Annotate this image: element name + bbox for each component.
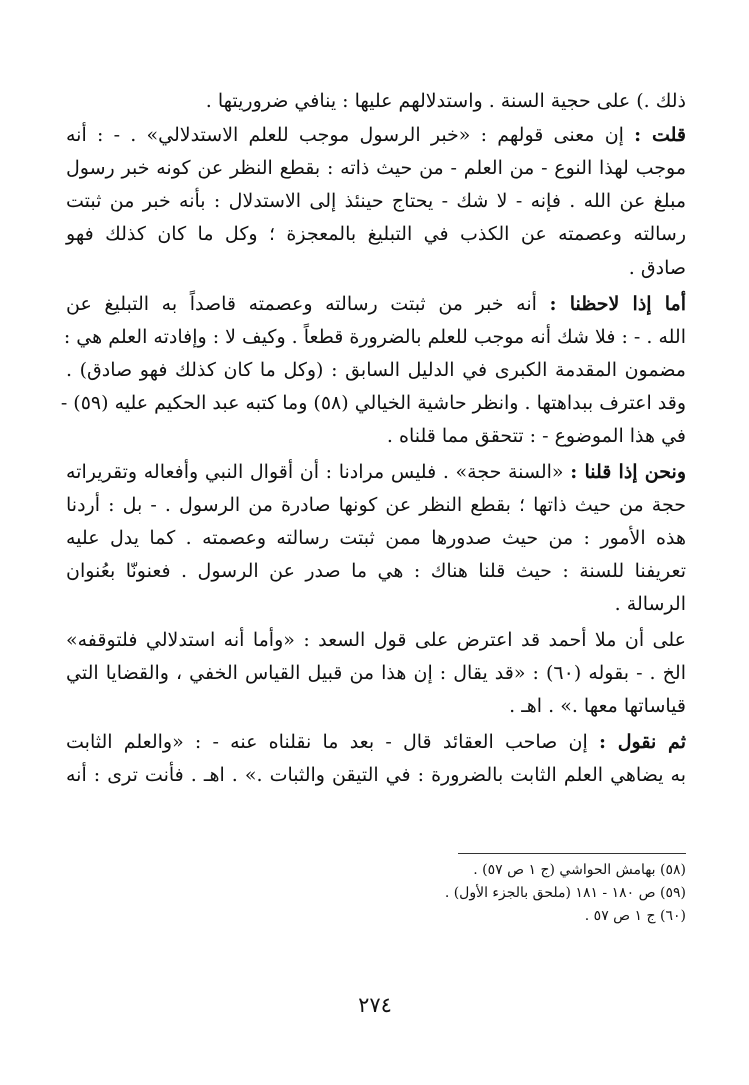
text-line [66,691,686,723]
text-line [66,421,686,453]
text-line [66,219,686,251]
text-line [66,457,686,489]
text-line [66,658,686,690]
line-lead: أما إذا لاحظنا : [549,293,687,315]
line-text: الرسالة . [614,593,686,615]
line-text: قياساتها معها .» . اهـ . [509,695,686,717]
line-text: مضمون المقدمة الكبرى في الدليل السابق : (وكل ما كان كذلك فهو صادق) . [66,359,686,381]
footnote-59: (٥٩) ص ١٨٠ - ١٨١ (ملحق بالجزء الأول) . [444,885,686,901]
text-line [66,589,686,621]
page-number: ٢٧٤ [358,993,392,1017]
text-line [66,253,686,285]
line-text: موجب لهذا النوع - من العلم - من حيث ذاته : بقطع النظر عن كونه خبر رسول [66,157,686,179]
line-text: الخ . - بقوله (٦٠) : «قد يقال : إن هذا من قبيل القياس الخفي ، والقضايا التي [66,662,686,684]
text-line [63,322,686,354]
text-line [66,625,686,657]
line-text: به يضاهي العلم الثابت بالضرورة : في التيقن والثبات .» . اهـ . فأنت ترى : أنه [66,764,686,786]
text-line [66,490,686,522]
text-line [66,760,686,792]
line-lead: ثم نقول : [598,731,686,753]
line-text: صادق . [628,257,686,279]
line-text: تعريفنا للسنة : حيث قلنا هناك : هي ما صدر عن الرسول . فعنونّا بعُنوان [66,560,686,582]
footnote-60: (٦٠) ج ١ ص ٥٧ . [584,908,686,924]
line-text: على أن ملا أحمد قد اعترض على قول السعد : «وأما أنه استدلالي فلتوقفه» [66,629,686,651]
line-text: أنه خبر من ثبتت رسالته وعصمته قاصداً به التبليغ عن [66,293,550,315]
line-lead: ونحن إذا قلنا : [570,461,686,483]
footnote-58: (٥٨) بهامش الحواشي (ج ١ ص ٥٧) . [473,862,686,878]
footnote-divider [458,853,686,854]
text-line [66,120,686,152]
line-text: وقد اعترف ببداهتها . وانظر حاشية الخيالي (٥٨) وما كتبه عبد الحكيم عليه (٥٩) - [60,392,686,414]
line-text: مبلغ عن الله . فإنه - لا شك - يحتاج حينئذ إلى الاستدلال : بأنه خبر من ثبتت [66,190,686,212]
line-text: رسالته وعصمته عن الكذب في التبليغ بالمعجزة ؛ وكل ما كان كذلك فهو [66,223,686,245]
text-line [60,388,686,420]
text-line [66,289,686,321]
text-line [66,186,686,218]
line-text: الله . - : فلا شك أنه موجب للعلم بالضرورة قطعاً . وكيف لا : وإفادته العلم هي : [63,326,686,348]
text-line [66,355,686,387]
line-text: إن معنى قولهم : «خبر الرسول موجب للعلم الاستدلالي» . - : أنه [66,124,635,146]
line-text: «السنة حجة» . فليس مرادنا : أن أقوال النبي وأفعاله وتقريراته [66,461,571,483]
line-text: هذه الأمور : من حيث صدورها ممن ثبتت رسالته وعصمته . كما يدل عليه [66,527,686,549]
text-line [66,556,686,588]
line-text: إن صاحب العقائد قال - بعد ما نقلناه عنه - : «والعلم الثابت [66,731,599,753]
line-text: في هذا الموضوع - : تتحقق مما قلناه . [386,425,686,447]
text-line [66,523,686,555]
text-line [66,86,686,118]
line-text: حجة من حيث ذاتها ؛ بقطع النظر عن كونها صادرة من الرسول . - بل : أردنا [66,494,686,516]
text-line [66,153,686,185]
line-lead: قلت : [634,124,686,146]
text-line [66,727,686,759]
line-text: ذلك .) على حجية السنة . واستدلالهم عليها : ينافي ضروريتها . [205,90,686,112]
